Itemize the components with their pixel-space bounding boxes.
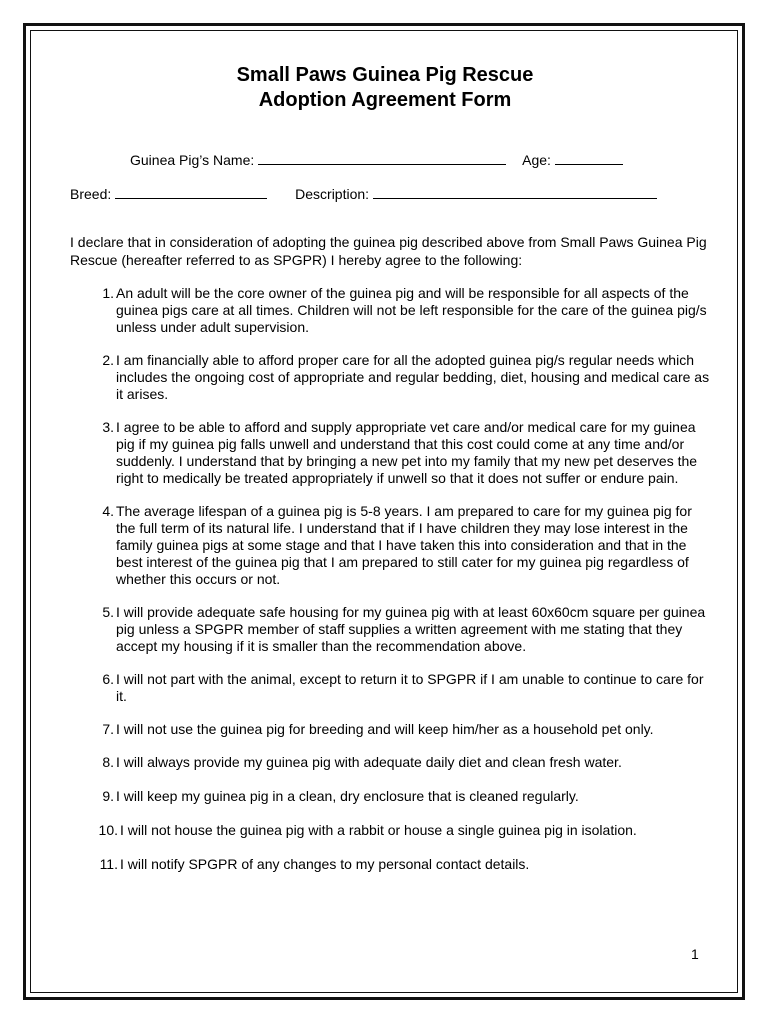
age-field[interactable]: [555, 151, 623, 165]
item-number: 7.: [102, 721, 114, 737]
form-title-org: Small Paws Guinea Pig Rescue: [236, 64, 534, 86]
list-item: [70, 604, 710, 655]
description-field[interactable]: [373, 185, 657, 199]
item-number: 3.: [102, 419, 114, 435]
page-number: 1: [691, 946, 699, 962]
list-item: [70, 352, 710, 403]
item-number: 11.: [99, 856, 118, 872]
list-item: [70, 788, 710, 805]
item-text: The average lifespan of a guinea pig is 5-8 years. I am prepared to care for my guinea pig for the full term of its natural life. I understand that if I have children they may lose interest in the family guinea pigs at some stage and that I have taken this into consideration and that in the best interest of the guinea pig that I am prepared to still cater for my guinea pig regardless of whether this occurs or not.: [116, 503, 692, 587]
list-item: [70, 503, 710, 588]
item-text: I will provide adequate safe housing for my guinea pig with at least 60x60cm square per guinea pig unless a SPGPR member of staff supplies a written agreement with me stating that they accept my housing if it is smaller than the recommendation above.: [116, 604, 706, 654]
list-item: [70, 754, 710, 771]
list-item: [70, 671, 710, 705]
breed-field[interactable]: [115, 185, 267, 199]
item-number: 2.: [102, 352, 114, 368]
list-item: [70, 822, 710, 839]
name-field[interactable]: [258, 151, 506, 165]
list-item: [70, 856, 710, 873]
item-text: I am financially able to afford proper care for all the adopted guinea pig/s regular needs which includes the ongoing cost of appropriate and regular bedding, diet, housing and medical care as it arises.: [116, 352, 710, 402]
list-item: [70, 419, 710, 487]
item-text: I will notify SPGPR of any changes to my personal contact details.: [120, 856, 530, 872]
item-number: 8.: [102, 754, 114, 770]
list-item: [70, 285, 710, 336]
age-label: Age:: [522, 152, 551, 168]
intro-paragraph: I declare that in consideration of adopting the guinea pig described above from Small Paws Guinea Pig Rescue (hereafter referred to as SPGPR) I hereby agree to the following:: [70, 234, 707, 268]
form-title: Adoption Agreement Form: [258, 89, 512, 111]
item-number: 9.: [102, 788, 114, 804]
item-text: I agree to be able to afford and supply appropriate vet care and/or medical care for my guinea pig if my guinea pig falls unwell and understand that this cost could come at any time and/or suddenly. I understand that by bringing a new pet into my family that my new pet deserves the right to medically be treated appropriately if unwell so that it does not suffer or endure pain.: [116, 419, 698, 486]
item-number: 6.: [102, 671, 114, 687]
item-number: 1.: [102, 285, 114, 301]
list-item: [70, 721, 710, 738]
breed-label: Breed:: [70, 186, 112, 202]
name-age-row: [130, 151, 623, 169]
item-number: 5.: [102, 604, 114, 620]
breed-description-row: [70, 185, 657, 203]
item-text: I will not part with the animal, except to return it to SPGPR if I am unable to continue to care for it.: [116, 671, 704, 704]
item-number: 4.: [102, 503, 114, 519]
item-text: I will always provide my guinea pig with adequate daily diet and clean fresh water.: [116, 754, 622, 770]
item-text: An adult will be the core owner of the guinea pig and will be responsible for all aspects of the guinea pigs care at all times. Children will not be left responsible for the care of the guinea pig/s unless under adult supervision.: [116, 285, 707, 335]
item-number: 10.: [98, 822, 118, 838]
item-text: I will keep my guinea pig in a clean, dry enclosure that is cleaned regularly.: [116, 788, 579, 804]
item-text: I will not use the guinea pig for breeding and will keep him/her as a household pet only.: [116, 721, 654, 737]
agreement-list: [70, 285, 710, 873]
description-label: Description:: [295, 186, 370, 202]
item-text: I will not house the guinea pig with a rabbit or house a single guinea pig in isolation.: [120, 822, 637, 838]
name-label: Guinea Pig’s Name:: [130, 152, 255, 168]
